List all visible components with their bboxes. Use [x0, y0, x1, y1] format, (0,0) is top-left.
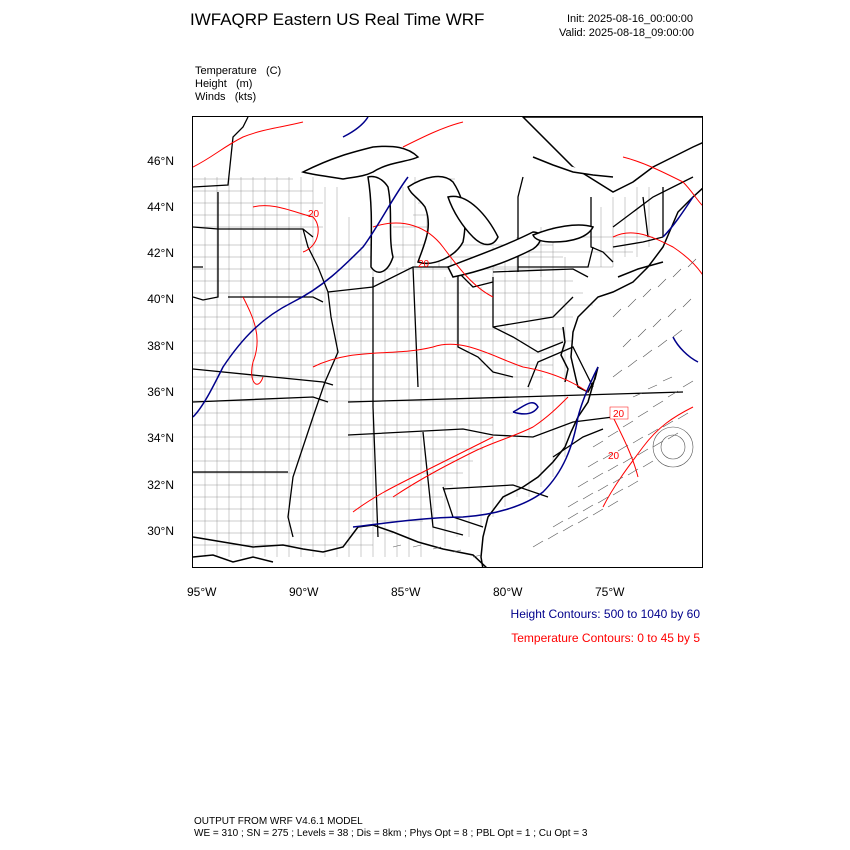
lon-label-75w: 75°W [595, 585, 625, 599]
lon-label-90w: 90°W [289, 585, 319, 599]
map-svg [193, 117, 703, 568]
lat-label-36n: 36°N [147, 385, 174, 399]
lat-label-40n: 40°N [147, 292, 174, 306]
lon-label-95w: 95°W [187, 585, 217, 599]
variable-winds: Winds (kts) [195, 91, 257, 103]
variable-height: Height (m) [195, 78, 253, 90]
temp-label: 20 [608, 451, 620, 462]
lat-label-46n: 46°N [147, 154, 174, 168]
lon-label-85w: 85°W [391, 585, 421, 599]
valid-time: Valid: 2025-08-18_09:00:00 [559, 27, 694, 39]
model-info-line1: OUTPUT FROM WRF V4.6.1 MODEL [194, 816, 363, 827]
temp-label: 20 [418, 259, 430, 270]
lat-label-32n: 32°N [147, 478, 174, 492]
map-title: IWFAQRP Eastern US Real Time WRF [190, 10, 485, 29]
lat-label-38n: 38°N [147, 339, 174, 353]
temp-label: 20 [308, 209, 320, 220]
lat-label-34n: 34°N [147, 431, 174, 445]
temperature-contours-legend: Temperature Contours: 0 to 45 by 5 [511, 631, 700, 645]
weather-map [192, 116, 703, 568]
lat-label-42n: 42°N [147, 246, 174, 260]
lat-label-30n: 30°N [147, 524, 174, 538]
lat-label-44n: 44°N [147, 200, 174, 214]
temp-label: 20 [613, 409, 625, 420]
height-contours-legend: Height Contours: 500 to 1040 by 60 [510, 607, 700, 621]
init-time: Init: 2025-08-16_00:00:00 [567, 13, 693, 25]
lon-label-80w: 80°W [493, 585, 523, 599]
model-info-line2: WE = 310 ; SN = 275 ; Levels = 38 ; Dis = 8km ; Phys Opt = 8 ; PBL Opt = 1 ; Cu Opt = 3 [194, 828, 588, 839]
variable-temperature: Temperature (C) [195, 65, 282, 77]
